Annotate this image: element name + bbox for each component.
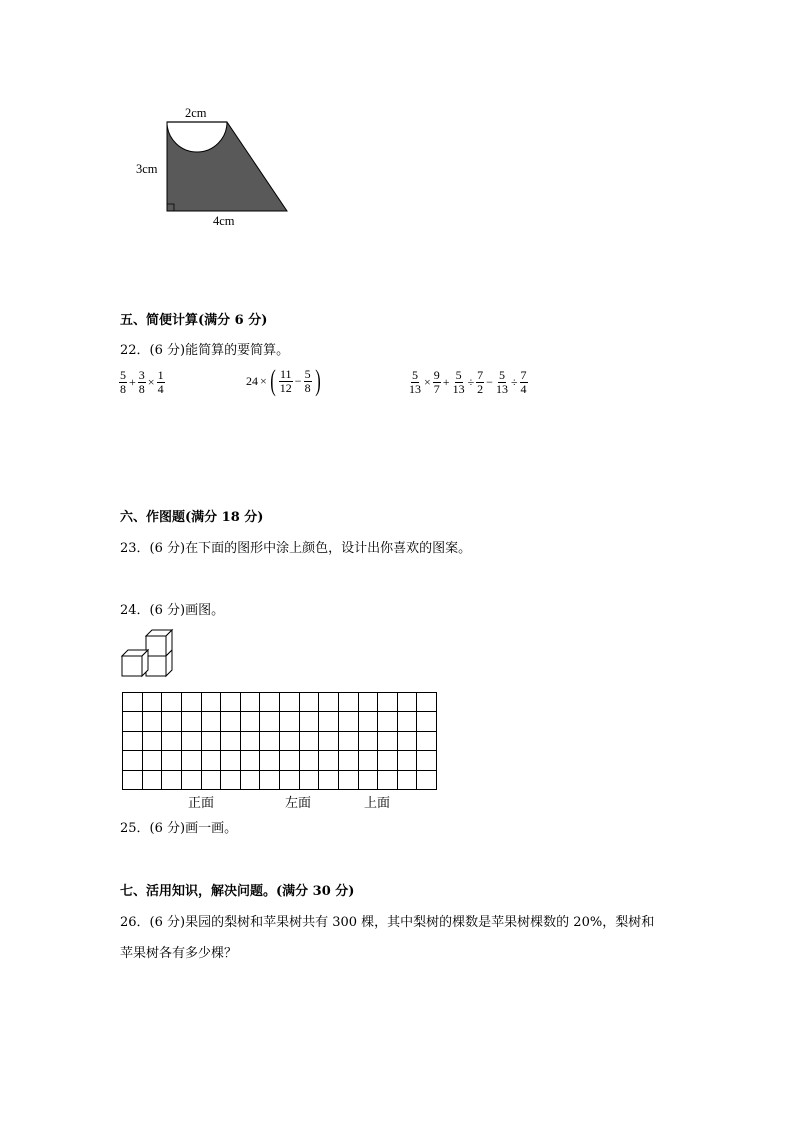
grid-cell[interactable] — [378, 693, 398, 712]
grid-cell[interactable] — [241, 732, 261, 751]
fraction: $\frac{1}{4}$ — [157, 368, 164, 396]
grid-cell[interactable] — [162, 751, 182, 770]
grid-cell[interactable] — [319, 732, 339, 751]
grid-cell[interactable] — [221, 732, 241, 751]
drawing-grid[interactable] — [122, 692, 437, 790]
grid-cell[interactable] — [300, 732, 320, 751]
grid-cell[interactable] — [123, 732, 143, 751]
grid-cell[interactable] — [202, 751, 222, 770]
fraction: $\frac{9}{7}$ — [433, 368, 440, 396]
grid-cell[interactable] — [300, 712, 320, 731]
section7-heading: 七、活用知识，解决问题。(满分 30 分) — [120, 884, 355, 899]
grid-cell[interactable] — [182, 693, 202, 712]
height-label: 3cm — [136, 162, 158, 176]
grid-cell[interactable] — [398, 712, 418, 731]
grid-cell[interactable] — [300, 693, 320, 712]
grid-cell[interactable] — [202, 693, 222, 712]
fraction: $\frac{5}{8}$ — [304, 366, 311, 395]
grid-cell[interactable] — [143, 693, 163, 712]
fraction: $\frac{5}{13}$ — [409, 368, 421, 396]
grid-cell[interactable] — [162, 693, 182, 712]
grid-cell[interactable] — [260, 771, 280, 790]
grid-cell[interactable] — [378, 771, 398, 790]
grid-cell[interactable] — [260, 732, 280, 751]
grid-cell[interactable] — [378, 751, 398, 770]
label-top-view: 上面 — [364, 796, 391, 811]
grid-cell[interactable] — [319, 751, 339, 770]
grid-cell[interactable] — [162, 712, 182, 731]
grid-cell[interactable] — [280, 771, 300, 790]
fraction: $\frac{5}{8}$ — [120, 368, 126, 396]
operator: ÷ — [467, 375, 475, 389]
expression-1 — [118, 369, 166, 396]
grid-cell[interactable] — [260, 751, 280, 770]
grid-cell[interactable] — [280, 751, 300, 770]
grid-cell[interactable] — [162, 771, 182, 790]
grid-cell[interactable] — [417, 693, 437, 712]
grid-cell[interactable] — [123, 751, 143, 770]
left-paren: ( — [270, 364, 276, 397]
grid-cell[interactable] — [359, 751, 379, 770]
grid-cell[interactable] — [359, 732, 379, 751]
grid-cell[interactable] — [280, 732, 300, 751]
fraction: $\frac{3}{8}$ — [138, 368, 145, 396]
grid-cell[interactable] — [221, 771, 241, 790]
grid-cell[interactable] — [221, 693, 241, 712]
grid-cell[interactable] — [398, 693, 418, 712]
fraction: $\frac{5}{13}$ — [495, 368, 508, 396]
operator: − — [486, 375, 493, 389]
section6-heading: 六、作图题(满分 18 分) — [120, 510, 264, 525]
expression-3 — [407, 369, 529, 396]
grid-cell[interactable] — [319, 712, 339, 731]
grid-cell[interactable] — [123, 712, 143, 731]
grid-cell[interactable] — [182, 771, 202, 790]
operator: × — [424, 375, 431, 389]
grid-cell[interactable] — [417, 771, 437, 790]
grid-cell[interactable] — [339, 771, 359, 790]
grid-cell[interactable] — [202, 732, 222, 751]
fraction: $\frac{7}{2}$ — [477, 368, 484, 396]
operator: + — [129, 375, 136, 389]
grid-cell[interactable] — [241, 771, 261, 790]
grid-cell[interactable] — [143, 751, 163, 770]
fraction: $\frac{5}{13}$ — [452, 368, 465, 396]
grid-cell[interactable] — [417, 712, 437, 731]
grid-cell[interactable] — [339, 732, 359, 751]
bottom-length-label: 4cm — [213, 214, 235, 228]
grid-cell[interactable] — [202, 712, 222, 731]
operator: × — [260, 373, 267, 388]
grid-cell[interactable] — [162, 732, 182, 751]
question-26-line2: 苹果树各有多少棵？ — [120, 946, 238, 961]
question-22: 22．(6 分)能简算的要简算。 — [120, 343, 290, 358]
grid-cell[interactable] — [143, 732, 163, 751]
grid-cell[interactable] — [417, 732, 437, 751]
expression-2 — [245, 366, 323, 396]
grid-cell[interactable] — [378, 712, 398, 731]
section5-heading: 五、简便计算(满分 6 分) — [120, 313, 268, 328]
right-paren: ) — [314, 364, 321, 397]
operator: × — [147, 375, 155, 389]
grid-cell[interactable] — [143, 712, 163, 731]
operator: − — [294, 373, 302, 388]
grid-cell[interactable] — [143, 771, 163, 790]
fraction: $\frac{7}{4}$ — [520, 368, 527, 396]
grid-cell[interactable] — [221, 712, 241, 731]
number: 24 — [246, 373, 258, 388]
grid-cell[interactable] — [123, 771, 143, 790]
grid-cell[interactable] — [260, 693, 280, 712]
label-front-view: 正面 — [188, 796, 215, 811]
grid-cell[interactable] — [300, 751, 320, 770]
question-26-line1: 26．(6 分)果园的梨树和苹果树共有 300 棵，其中梨树的棵数是苹果树棵数的 20%，梨树和 — [120, 915, 655, 930]
grid-cell[interactable] — [182, 712, 202, 731]
grid-cell[interactable] — [280, 712, 300, 731]
grid-cell[interactable] — [359, 712, 379, 731]
grid-cell[interactable] — [398, 732, 418, 751]
operator: ÷ — [510, 375, 518, 389]
fraction: $\frac{11}{12}$ — [279, 366, 292, 395]
grid-cell[interactable] — [202, 771, 222, 790]
grid-cell[interactable] — [339, 751, 359, 770]
question-25: 25．(6 分)画一画。 — [120, 821, 238, 836]
question-24: 24．(6 分)画图。 — [120, 603, 225, 618]
operator: + — [442, 375, 450, 389]
grid-cell[interactable] — [300, 771, 320, 790]
question-23: 23．(6 分)在下面的图形中涂上颜色，设计出你喜欢的图案。 — [120, 541, 472, 556]
grid-cell[interactable] — [260, 712, 280, 731]
stacked-cubes-figure — [118, 626, 178, 682]
grid-cell[interactable] — [221, 751, 241, 770]
grid-cell[interactable] — [398, 751, 418, 770]
grid-cell[interactable] — [359, 771, 379, 790]
grid-cell[interactable] — [280, 693, 300, 712]
grid-cell[interactable] — [182, 732, 202, 751]
grid-cell[interactable] — [319, 771, 339, 790]
top-length-label: 2cm — [185, 106, 207, 120]
grid-cell[interactable] — [241, 693, 261, 712]
grid-cell[interactable] — [241, 712, 261, 731]
grid-cell[interactable] — [339, 693, 359, 712]
grid-cell[interactable] — [417, 751, 437, 770]
grid-cell[interactable] — [378, 732, 398, 751]
grid-cell[interactable] — [123, 693, 143, 712]
label-left-view: 左面 — [285, 796, 312, 811]
grid-cell[interactable] — [398, 771, 418, 790]
grid-cell[interactable] — [182, 751, 202, 770]
grid-cell[interactable] — [241, 751, 261, 770]
grid-cell[interactable] — [339, 712, 359, 731]
grid-cell[interactable] — [319, 693, 339, 712]
grid-cell[interactable] — [359, 693, 379, 712]
